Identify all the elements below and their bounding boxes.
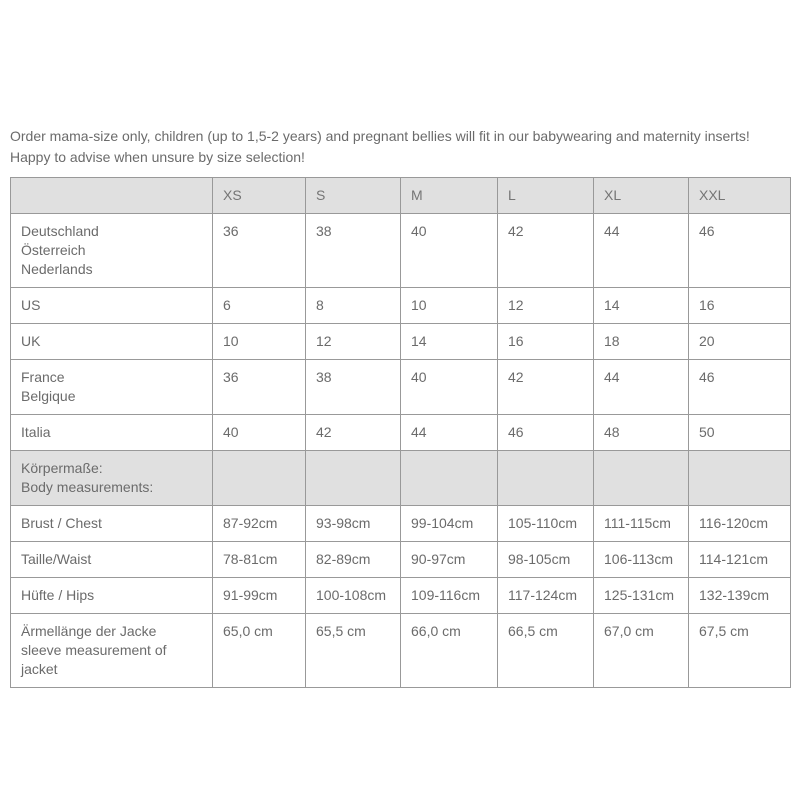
row-label: Taille/Waist bbox=[11, 542, 213, 578]
size-cell: 42 bbox=[306, 415, 401, 451]
table-row bbox=[11, 506, 791, 542]
table-row bbox=[11, 614, 791, 688]
size-cell: 12 bbox=[306, 324, 401, 360]
size-cell: 8 bbox=[306, 288, 401, 324]
size-cell: 6 bbox=[213, 288, 306, 324]
column-header-xl: XL bbox=[594, 178, 689, 214]
section-row bbox=[11, 451, 791, 506]
size-cell: 16 bbox=[689, 288, 791, 324]
row-label: Hüfte / Hips bbox=[11, 578, 213, 614]
size-cell: 14 bbox=[401, 324, 498, 360]
size-cell: 66,5 cm bbox=[498, 614, 594, 688]
size-cell: 48 bbox=[594, 415, 689, 451]
size-cell: 10 bbox=[401, 288, 498, 324]
size-cell: 67,5 cm bbox=[689, 614, 791, 688]
column-header-xxl: XXL bbox=[689, 178, 791, 214]
size-cell: 36 bbox=[213, 214, 306, 288]
size-cell: 14 bbox=[594, 288, 689, 324]
size-cell: 44 bbox=[594, 214, 689, 288]
size-cell: 44 bbox=[401, 415, 498, 451]
size-cell: 87-92cm bbox=[213, 506, 306, 542]
row-label: Italia bbox=[11, 415, 213, 451]
row-label: France Belgique bbox=[11, 360, 213, 415]
size-cell: 116-120cm bbox=[689, 506, 791, 542]
size-cell: 38 bbox=[306, 214, 401, 288]
column-header-l: L bbox=[498, 178, 594, 214]
size-cell: 90-97cm bbox=[401, 542, 498, 578]
row-label: Deutschland Österreich Nederlands bbox=[11, 214, 213, 288]
size-cell: 98-105cm bbox=[498, 542, 594, 578]
intro-text: Order mama-size only, children (up to 1,5-2 years) and pregnant bellies will fit in our babywearing and maternity inserts! Happy to advise when unsure by size selection! bbox=[10, 128, 750, 165]
size-cell: 66,0 cm bbox=[401, 614, 498, 688]
column-header-empty bbox=[11, 178, 213, 214]
size-cell: 40 bbox=[213, 415, 306, 451]
size-cell: 125-131cm bbox=[594, 578, 689, 614]
size-chart-table bbox=[10, 177, 791, 688]
row-label: Brust / Chest bbox=[11, 506, 213, 542]
size-cell: 67,0 cm bbox=[594, 614, 689, 688]
size-cell: 132-139cm bbox=[689, 578, 791, 614]
size-cell bbox=[498, 451, 594, 506]
size-cell: 114-121cm bbox=[689, 542, 791, 578]
size-cell: 91-99cm bbox=[213, 578, 306, 614]
size-cell: 99-104cm bbox=[401, 506, 498, 542]
size-cell: 117-124cm bbox=[498, 578, 594, 614]
table-body bbox=[11, 214, 791, 688]
size-cell: 16 bbox=[498, 324, 594, 360]
row-label: US bbox=[11, 288, 213, 324]
size-cell bbox=[213, 451, 306, 506]
size-cell: 106-113cm bbox=[594, 542, 689, 578]
column-header-s: S bbox=[306, 178, 401, 214]
size-cell: 111-115cm bbox=[594, 506, 689, 542]
size-cell: 50 bbox=[689, 415, 791, 451]
size-cell: 78-81cm bbox=[213, 542, 306, 578]
size-cell: 109-116cm bbox=[401, 578, 498, 614]
size-cell: 93-98cm bbox=[306, 506, 401, 542]
table-header-row bbox=[11, 178, 791, 214]
table-row bbox=[11, 542, 791, 578]
table-row bbox=[11, 415, 791, 451]
size-cell: 20 bbox=[689, 324, 791, 360]
row-label: Ärmellänge der Jacke sleeve measurement of jacket bbox=[11, 614, 213, 688]
size-cell: 65,5 cm bbox=[306, 614, 401, 688]
column-header-m: M bbox=[401, 178, 498, 214]
size-cell: 36 bbox=[213, 360, 306, 415]
size-cell bbox=[306, 451, 401, 506]
size-cell: 38 bbox=[306, 360, 401, 415]
size-cell: 40 bbox=[401, 360, 498, 415]
size-cell: 18 bbox=[594, 324, 689, 360]
size-cell: 42 bbox=[498, 214, 594, 288]
size-cell: 46 bbox=[689, 214, 791, 288]
size-cell bbox=[401, 451, 498, 506]
size-cell bbox=[689, 451, 791, 506]
size-cell: 12 bbox=[498, 288, 594, 324]
table-row bbox=[11, 324, 791, 360]
size-cell: 46 bbox=[498, 415, 594, 451]
table-row bbox=[11, 360, 791, 415]
table-row bbox=[11, 578, 791, 614]
size-cell: 65,0 cm bbox=[213, 614, 306, 688]
table-row bbox=[11, 214, 791, 288]
column-header-xs: XS bbox=[213, 178, 306, 214]
table-row bbox=[11, 288, 791, 324]
size-cell: 44 bbox=[594, 360, 689, 415]
size-cell: 105-110cm bbox=[498, 506, 594, 542]
size-cell: 10 bbox=[213, 324, 306, 360]
row-label: Körpermaße: Body measurements: bbox=[11, 451, 213, 506]
size-cell: 82-89cm bbox=[306, 542, 401, 578]
row-label: UK bbox=[11, 324, 213, 360]
size-cell: 42 bbox=[498, 360, 594, 415]
size-cell bbox=[594, 451, 689, 506]
size-cell: 46 bbox=[689, 360, 791, 415]
size-cell: 40 bbox=[401, 214, 498, 288]
size-cell: 100-108cm bbox=[306, 578, 401, 614]
